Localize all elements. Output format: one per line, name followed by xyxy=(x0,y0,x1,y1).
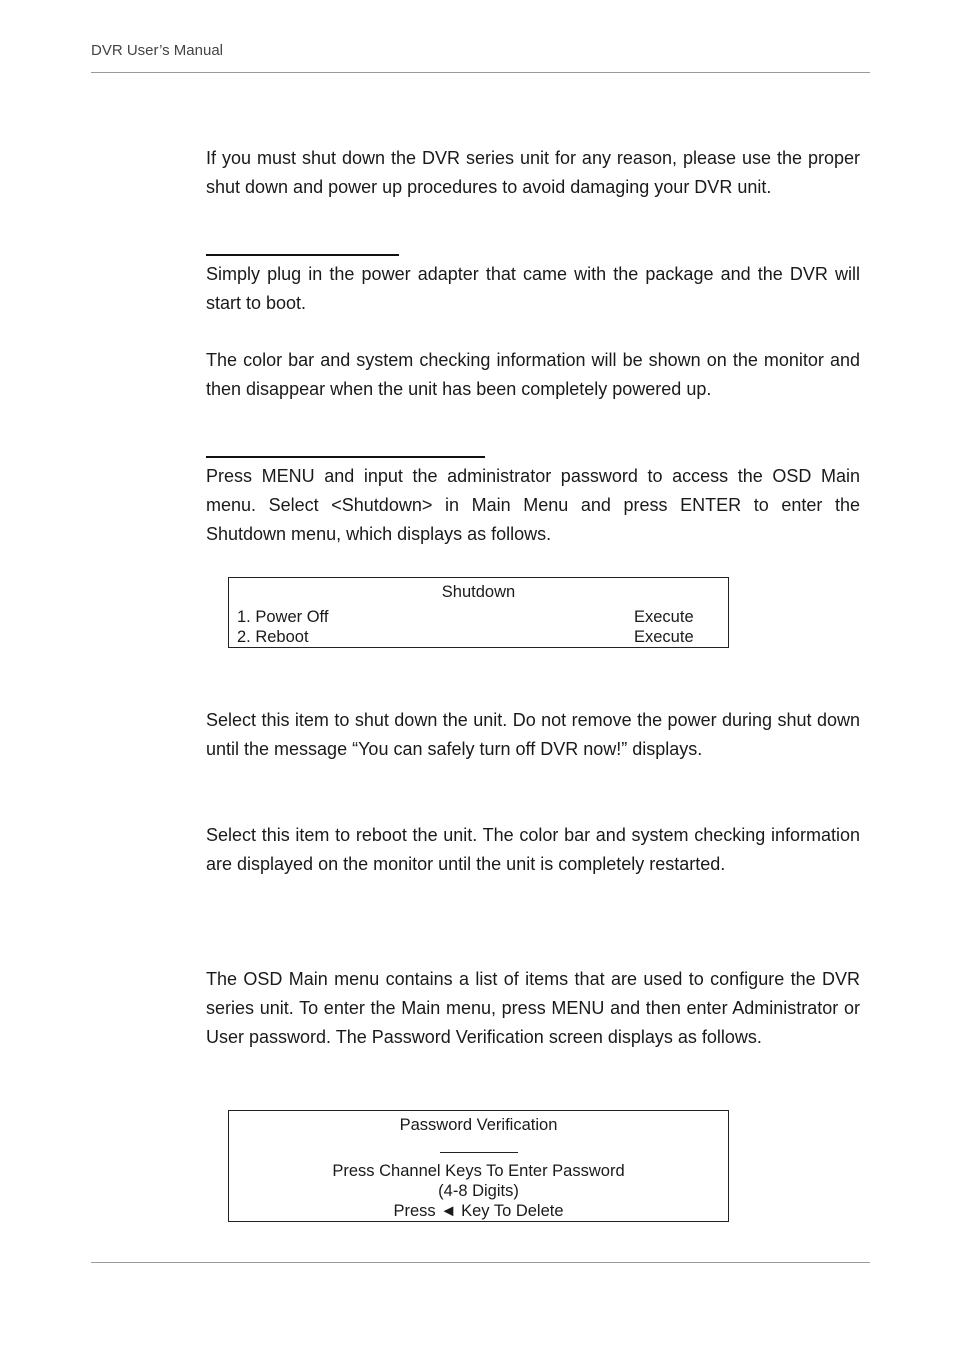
password-entry-field xyxy=(229,1135,728,1161)
password-instruction: Press Channel Keys To Enter Password xyxy=(332,1162,625,1180)
password-box-title: Password Verification xyxy=(399,1116,558,1134)
shutdown-heading-underline xyxy=(206,456,485,458)
password-blank xyxy=(440,1139,518,1153)
power-up-info-paragraph: The color bar and system checking information will be shown on the monitor and then disappear when the unit has been completely powered up. xyxy=(206,350,860,399)
shutdown-menu-item-power-off xyxy=(229,607,728,627)
reboot-label: 2. Reboot xyxy=(237,628,309,646)
main-menu-paragraph: The OSD Main menu contains a list of items that are used to configure the DVR series unit. To enter the Main menu, press MENU and then enter Administrator or User password. The Password Verification screen displays as follows. xyxy=(206,969,860,1047)
footer-divider xyxy=(91,1262,870,1263)
reboot-action: Execute xyxy=(634,628,694,646)
manual-title: DVR User’s Manual xyxy=(91,42,223,59)
header-divider xyxy=(91,72,870,73)
shutdown-menu-title: Shutdown xyxy=(441,583,516,601)
shutdown-paragraph: Press MENU and input the administrator password to access the OSD Main menu. Select <Shutdown> in Main Menu and press ENTER to enter the Shutdown menu, which displays as follows. xyxy=(206,466,860,544)
intro-paragraph: If you must shut down the DVR series unit for any reason, please use the proper shut down and power up procedures to avoid damaging your DVR unit. xyxy=(206,148,860,197)
password-delete-hint: Press ◄ Key To Delete xyxy=(393,1202,564,1220)
power-off-paragraph: Select this item to shut down the unit. Do not remove the power during shut down until the message “You can safely turn off DVR now!” displays. xyxy=(206,710,860,759)
power-up-heading-underline xyxy=(206,254,399,256)
power-off-action: Execute xyxy=(634,608,694,626)
password-verification-box xyxy=(228,1110,729,1222)
shutdown-menu-item-reboot xyxy=(229,627,728,647)
shutdown-menu-box xyxy=(228,577,729,648)
reboot-paragraph: Select this item to reboot the unit. The color bar and system checking information are displayed on the monitor until the unit is completely restarted. xyxy=(206,825,860,874)
power-up-paragraph: Simply plug in the power adapter that came with the package and the DVR will start to boot. xyxy=(206,264,860,313)
password-digits-hint: (4-8 Digits) xyxy=(438,1182,519,1200)
power-off-label: 1. Power Off xyxy=(237,608,329,626)
